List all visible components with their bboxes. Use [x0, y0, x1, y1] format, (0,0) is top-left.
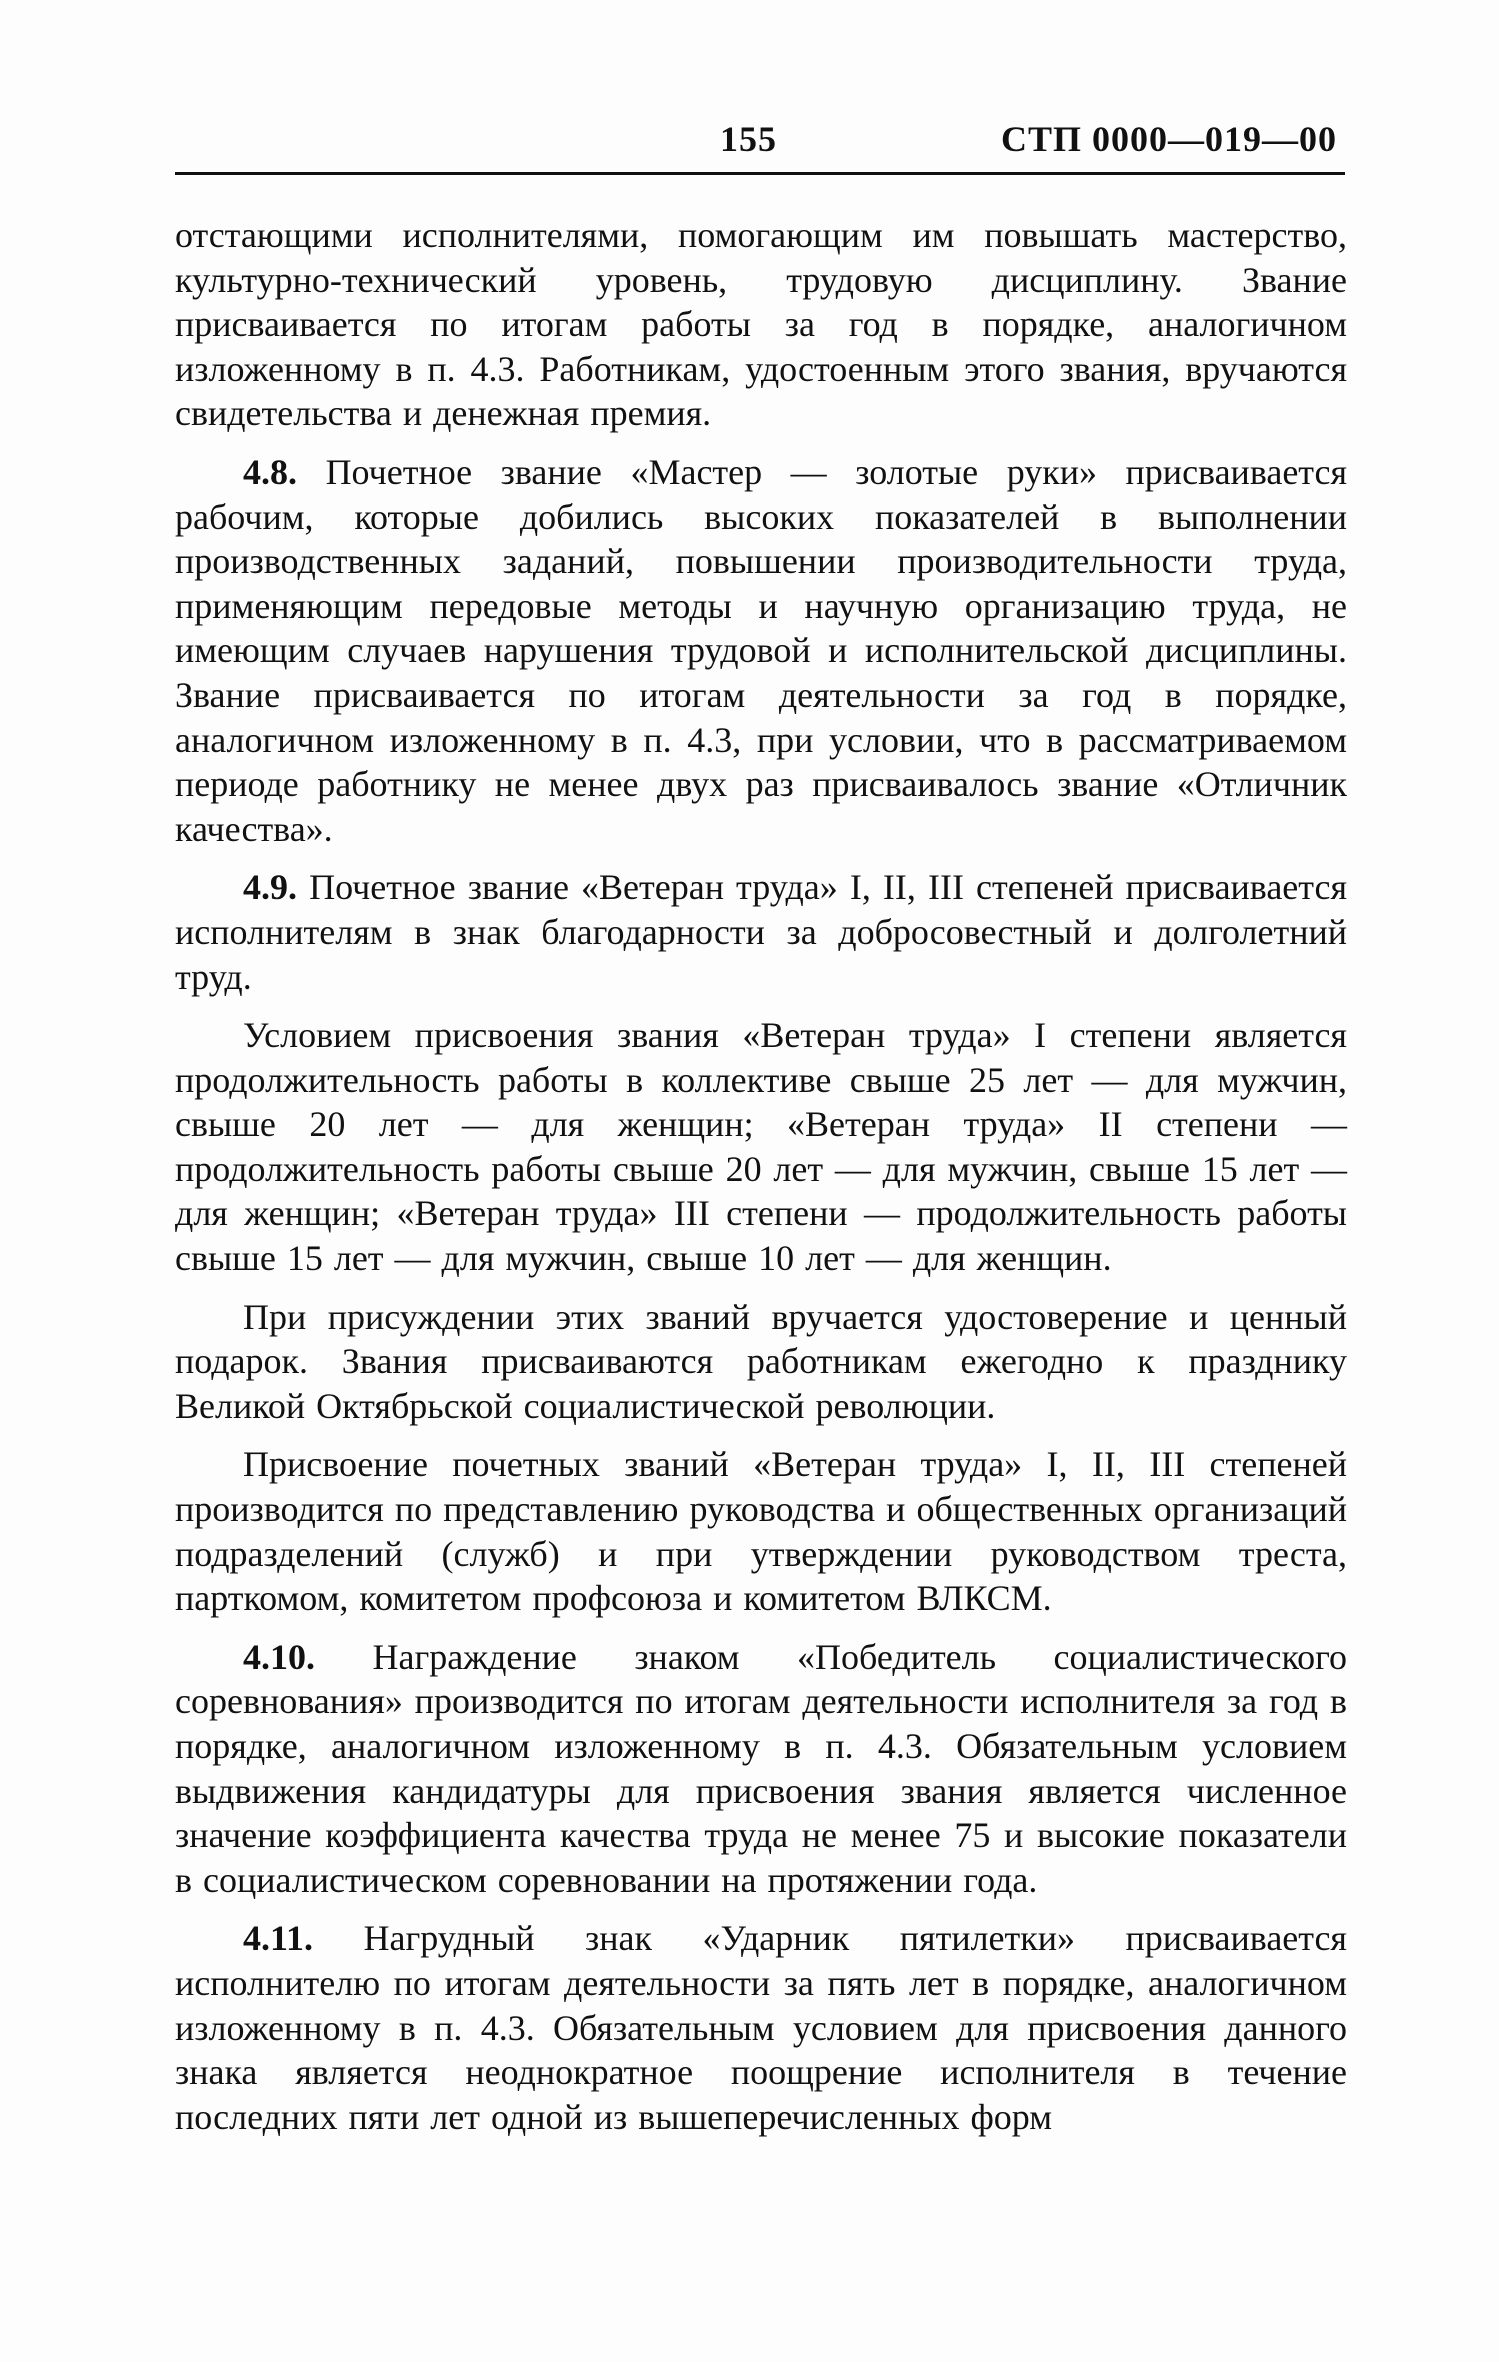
section-4-10 — [175, 1635, 1347, 1903]
paragraph-continuation — [175, 213, 1347, 436]
section-4-9 — [175, 865, 1347, 999]
page-number: 155 — [720, 119, 777, 159]
header-divider — [175, 172, 1345, 175]
page-header — [175, 118, 1345, 178]
paragraph-text: Условием присвоения звания «Ветеран труда» I степени является продолжительность работы в коллективе свыше 25 лет — для мужчин, свыше 20 лет — для женщин; «Ветеран труда» II степени — продолжительность работы свыше 20 лет — для мужчин, свыше 15 лет — для женщин; «Ветеран труда» III степени — продолжительность работы свыше 15 лет — для мужчин, свыше 10 лет — для женщин. — [175, 1015, 1347, 1279]
paragraph-text: Награждение знаком «Победитель социалистического соревнования» производится по итогам деятельности исполнителя за год в порядке, аналогичном изложенному в п. 4.3. Обязательным условием выдвижения кандидатуры для присвоения звания является численное значение коэффициента качества труда не менее 75 и высокие показатели в социалистическом соревновании на протяжении года. — [175, 1636, 1347, 1900]
section-number: 4.8. — [243, 451, 297, 492]
paragraph-text: отстающими исполнителями, помогающим им повышать мастерство, культурно-технический уровень, трудовую дисциплину. Звание присваивается по итогам работы за год в порядке, аналогичном изложенному в п. 4.3. Работникам, удостоенным этого звания, вручаются свидетельства и денежная премия. — [175, 215, 1347, 434]
paragraph-text: Почетное звание «Ветеран труда» I, II, III степеней присваивается исполнителям в знак благодарности за добросовестный и долголетний труд. — [175, 867, 1347, 997]
paragraph-veteran-awarding — [175, 1295, 1347, 1429]
paragraph-text: Присвоение почетных званий «Ветеран труда» I, II, III степеней производится по представлению руководства и общественных организаций подразделений (служб) и при утверждении руководством треста, парткомом, комитетом профсоюза и комитетом ВЛКСМ. — [175, 1444, 1347, 1619]
document-body — [175, 213, 1347, 2153]
paragraph-text: Нагрудный знак «Ударник пятилетки» присваивается исполнителю по итогам деятельности за пять лет в порядке, аналогичном изложенному в п. 4.3. Обязательным условием для присвоения данного знака является неоднократное поощрение исполнителя в течение последних пяти лет одной из вышеперечисленных форм — [175, 1918, 1347, 2137]
paragraph-veteran-conditions — [175, 1013, 1347, 1281]
document-code: СТП 0000—019—00 — [1000, 119, 1337, 159]
section-number: 4.11. — [243, 1918, 314, 1959]
section-4-8 — [175, 450, 1347, 851]
section-number: 4.9. — [243, 867, 297, 908]
paragraph-veteran-procedure — [175, 1442, 1347, 1620]
section-4-11 — [175, 1916, 1347, 2139]
paragraph-text: Почетное звание «Мастер — золотые руки» присваивается рабочим, которые добились высоких показателей в выполнении производственных заданий, повышении производительности труда, применяющим передовые методы и научную организацию труда, не имеющим случаев нарушения трудовой и исполнительской дисциплины. Звание присваивается по итогам деятельности за год в порядке, аналогичном изложенному в п. 4.3, при условии, что в рассматриваемом периоде работнику не менее двух раз присваивалось звание «Отличник качества». — [175, 451, 1348, 849]
section-number: 4.10. — [243, 1636, 315, 1677]
paragraph-text: При присуждении этих званий вручается удостоверение и ценный подарок. Звания присваиваются работникам ежегодно к празднику Великой Октябрьской социалистической революции. — [175, 1296, 1347, 1426]
